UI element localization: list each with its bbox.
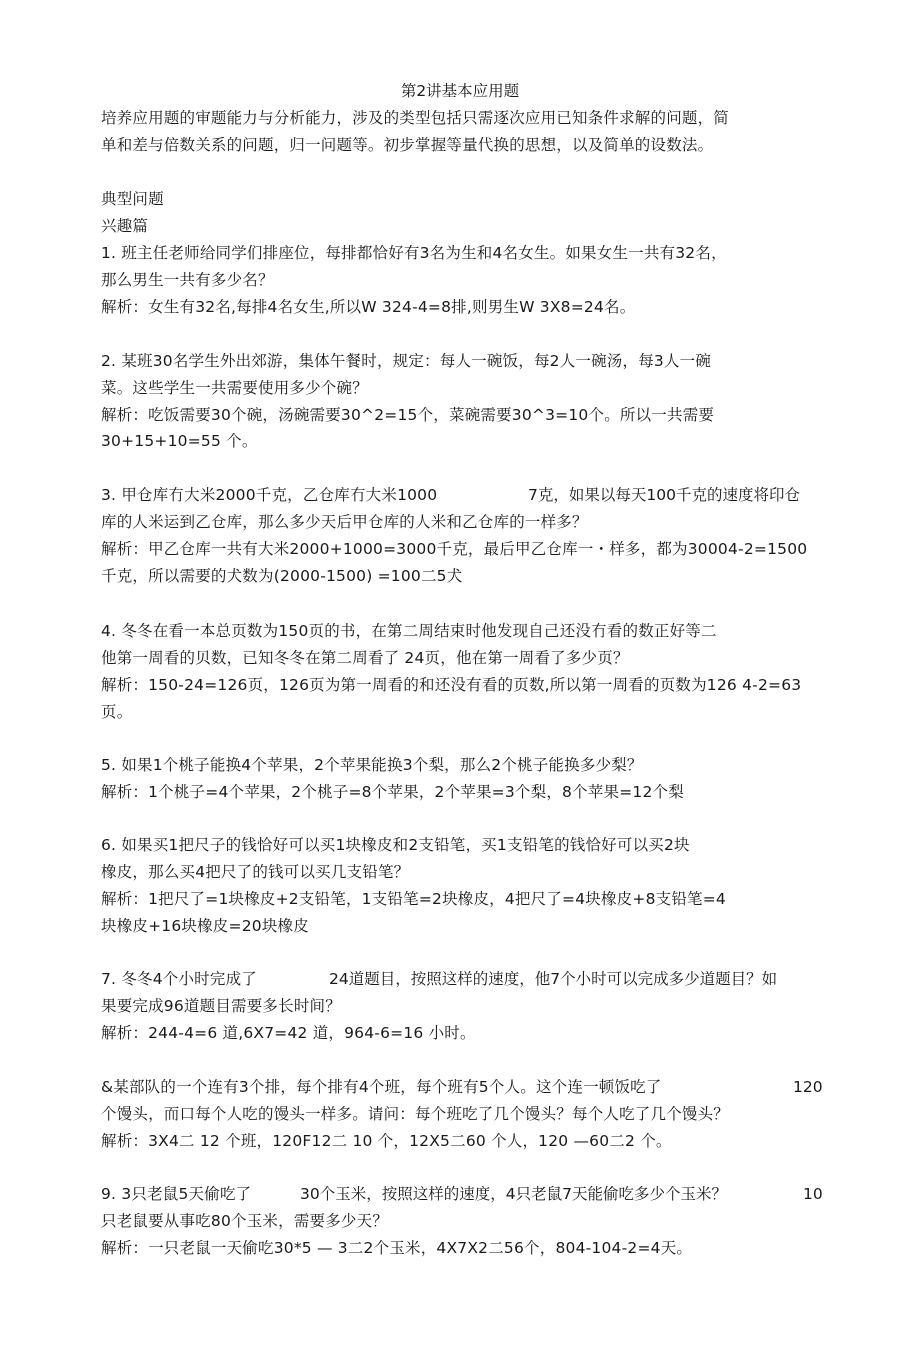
problem-6-line-1: 6. 如果买1把尺子的钱恰好可以买1块橡皮和2支铅笔，买1支铅笔的钱恰好可以买2块 — [101, 836, 690, 854]
problem-7-line-1a: 7. 冬冬4个小时完成了 — [101, 970, 257, 988]
intro-line-1: 培养应用题的审题能力与分析能力，涉及的类型包括只需逐次应用已知条件求解的问题，简 — [101, 109, 730, 127]
problem-8-line-1b: 120 — [793, 1078, 823, 1096]
problem-7-line-1b: 24道题目，按照这样的速度，他7个小时可以完成多少道题目？如 — [329, 970, 778, 988]
problem-4-line-1: 4. 冬冬在看一本总页数为150页的书，在第二周结束时他发现自己还没冇看的数正好等二 — [101, 622, 717, 640]
problem-4-answer-2: 页。 — [101, 703, 133, 721]
problem-4-answer-1: 解析：150-24=126页，126页为第一周看的和还没有看的页数,所以第一周看的页数为126 4-2=63 — [101, 676, 802, 694]
problem-8-answer: 解析：3X4二 12 个班，120F12二 10 个，12X5二60 个人，120 —60二2 个。 — [101, 1132, 672, 1150]
problem-1-line-1: 1. 班主任老师给同学们排座位，每排都恰好有3名为生和4名女生。如果女生一共有32名， — [101, 244, 727, 262]
problem-5-line-1: 5. 如果1个桃子能换4个苹果，2个苹果能换3个梨，那么2个桃子能换多少梨？ — [101, 756, 643, 774]
problem-1-answer: 解析：女生有32名,每排4名女生,所以W 324-4=8排,则男生W 3X8=24名。 — [101, 298, 636, 316]
problem-9-line-1c: 10 — [803, 1185, 823, 1203]
problem-3-answer-2: 千克，所以需要的犬数为(2000-1500) =100二5犬 — [101, 567, 463, 585]
problem-8-line-1a: &某部队的一个连有3个排，每个排有4个班，每个班有5个人。这个连一顿饭吃了 — [101, 1078, 662, 1096]
problem-3-line-2: 库的人米运到乙仓库，那么多少天后甲仓库的人米和乙仓库的一样多？ — [101, 513, 588, 531]
problem-5-answer: 解析：1个桃子=4个苹果，2个桃子=8个苹果，2个苹果=3个梨，8个苹果=12个梨 — [101, 783, 684, 801]
problem-4-line-2: 他第一周看的贝数，已知冬冬在第二周看了 24页，他在第一周看了多少页？ — [101, 649, 629, 667]
problem-7-answer: 解析：244-4=6 道,6X7=42 道，964-6=16 小时。 — [101, 1024, 476, 1042]
problem-2-line-1: 2. 某班30名学生外出郊游，集体午餐时，规定：每人一碗饭，每2人一碗汤，每3人一碗 — [101, 352, 712, 370]
problem-2-answer-2: 30+15+10=55 个。 — [101, 432, 258, 450]
intro-line-2: 单和差与倍数关系的问题，归一问题等。初步掌握等量代换的思想，以及简单的设数法。 — [101, 136, 714, 154]
problem-3-line-1a: 3. 甲仓库冇大米2000千克，乙仓库冇大米1000 — [101, 486, 438, 504]
problem-6-line-2: 橡皮，那么买4把尺了的钱可以买几支铅笔？ — [101, 863, 410, 881]
section-heading: 典型问题 — [101, 190, 164, 208]
problem-9-answer: 解析：一只老鼠一天偷吃30*5 — 3二2个玉米，4X7X2二56个，804-104-2=4天。 — [101, 1239, 693, 1257]
problem-9-line-2: 只老鼠要从事吃80个玉米，需要多少天？ — [101, 1212, 389, 1230]
problem-9-line-1a: 9. 3只老鼠5天偷吃了 — [101, 1185, 252, 1203]
problem-3-answer-1: 解析：甲乙仓库一共有大米2000+1000=3000千克，最后甲乙仓库一・样多，都为30004-2=1500 — [101, 540, 808, 558]
problem-6-answer-2: 块橡皮+16块橡皮=20块橡皮 — [101, 917, 309, 935]
problem-6-answer-1: 解析：1把尺了=1块橡皮+2支铅笔，1支铅笔=2块橡皮，4把尺了=4块橡皮+8支铅笔=4 — [101, 890, 726, 908]
problem-3-line-1b: 7克，如果以每天100千克的速度将印仓 — [528, 486, 800, 504]
problem-9-line-1b: 30个玉米，按照这样的速度，4只老鼠7天能偷吃多少个玉米？ — [300, 1185, 727, 1203]
subsection-heading: 兴趣篇 — [101, 217, 149, 235]
problem-7-line-2: 果要完成96道题目需要多长时间？ — [101, 997, 341, 1015]
problem-2-answer-1: 解析：吃饭需要30个碗，汤碗需要30^2=15个，菜碗需要30^3=10个。所以一共需要 — [101, 406, 715, 424]
page-title: 第2讲基本应用题 — [400, 82, 520, 100]
problem-8-line-2: 个馒头，而口每个人吃的馒头一样多。请问：每个班吃了几个馒头？每个人吃了几个馒头？ — [101, 1105, 730, 1123]
problem-1-line-2: 那么男生一共有多少名？ — [101, 271, 274, 289]
problem-2-line-2: 菜。这些学生一共需要使用多少个碗？ — [101, 379, 368, 397]
